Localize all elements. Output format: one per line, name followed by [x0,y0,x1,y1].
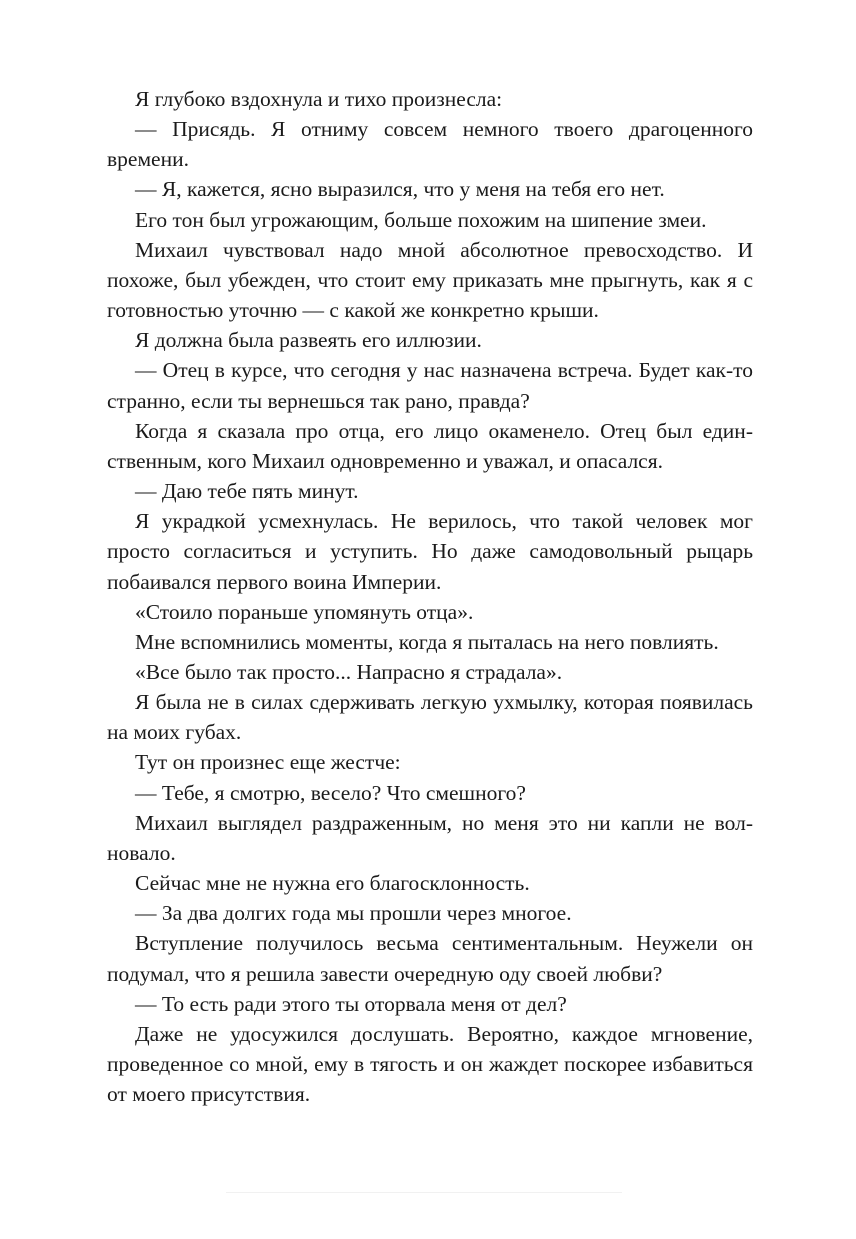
paragraph: Я украдкой усмехнулась. Не верилось, что такой человек мог просто согласиться и уступить. Но даже самодовольный рыцарь побаивался первого воина Империи. [107,509,753,594]
paragraph: Сейчас мне не нужна его благосклонность. [135,871,530,896]
paragraph: Я должна была развеять его иллюзии. [135,328,482,353]
paragraph: Михаил чувствовал надо мной абсолютное превосходство. И похоже, был убежден, что стоит ему приказать мне прыгнуть, как я с готовностью уточню — с какой же конкретно крыши. [107,237,753,323]
paragraph: — За два долгих года мы прошли через многое. [135,901,572,926]
paragraph: — Я, кажется, ясно выразился, что у меня на тебя его нет. [135,177,665,202]
paragraph: «Все было так просто... Напрасно я страдала». [135,659,563,684]
paragraph: Даже не удосужился дослушать. Вероятно, каждое мгновение, проведенное со мной, ему в тягость и он жаждет поскорее избавиться от моего присутствия. [107,1021,753,1107]
paragraph: Я была не в силах сдерживать легкую ухмылку, которая появилась на моих губах. [107,690,753,745]
page-footer-divider [226,1192,622,1193]
paragraph: Его тон был угрожающим, больше похожим на шипение змеи. [135,207,707,232]
paragraph: — Даю тебе пять минут. [135,479,359,504]
paragraph: Тут он произнес еще жестче: [135,750,401,775]
paragraph: — Присядь. Я отниму совсем немного твоего драгоценного времени. [107,117,753,172]
paragraph: «Стоило пораньше упомянуть отца». [135,599,474,624]
book-page-text [107,84,753,1109]
paragraph: Я глубоко вздохнула и тихо произнесла: [135,87,503,111]
paragraph: — То есть ради этого ты оторвала меня от дел? [135,991,567,1016]
paragraph: — Тебе, я смотрю, весело? Что смешного? [135,780,526,805]
paragraph: Когда я сказала про отца, его лицо окаменело. Отец был единственным, кого Михаил одновременно и уважал, и опасался. [107,418,753,473]
paragraph: Мне вспомнились моменты, когда я пыталась на него повлиять. [135,629,719,654]
paragraph: — Отец в курсе, что сегодня у нас назначена встреча. Будет как-то странно, если ты вернешься так рано, правда? [107,358,753,413]
paragraph: Вступление получилось весьма сентиментальным. Неужели он подумал, что я решила завести очередную оду своей любви? [107,931,753,986]
paragraph: Михаил выглядел раздраженным, но меня это ни капли не волновало. [107,810,753,865]
